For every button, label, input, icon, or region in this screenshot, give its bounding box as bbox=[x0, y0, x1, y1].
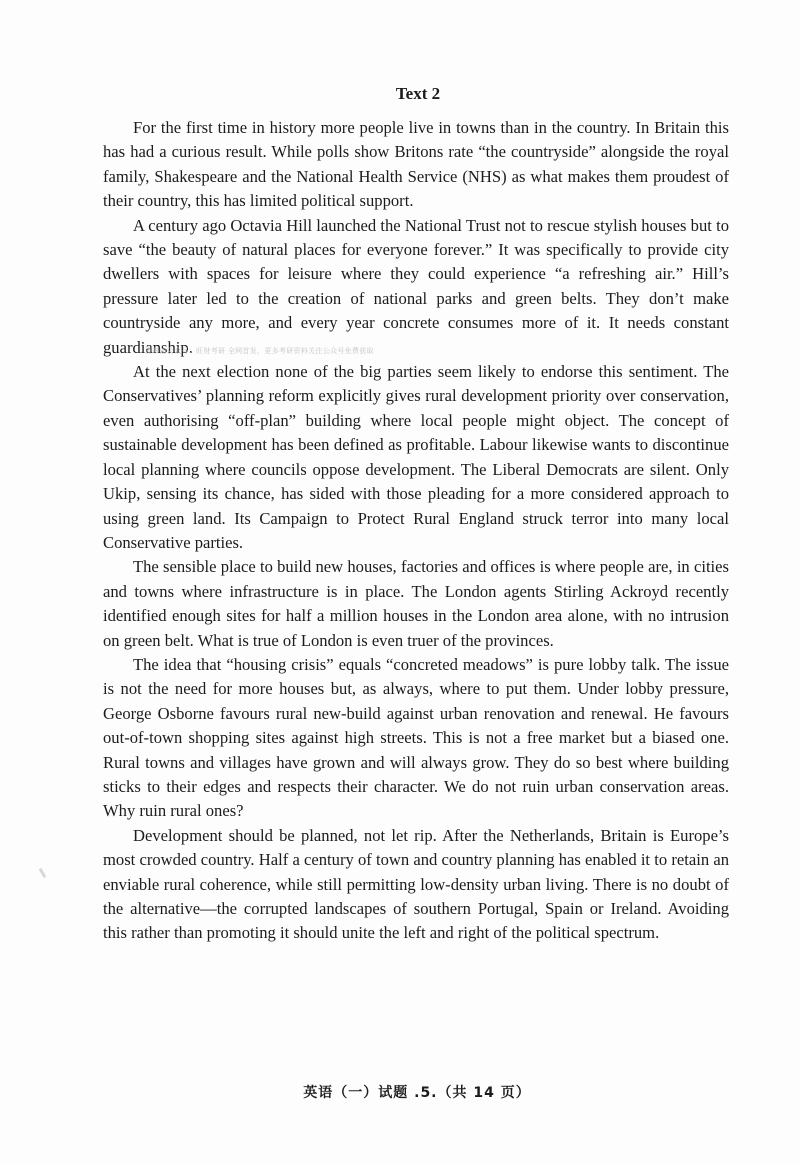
scan-speck bbox=[39, 868, 47, 878]
watermark-text: 资料由公众号：旺财考研 全网首发，更多考研资料关注公众号免费获取 bbox=[145, 347, 374, 355]
paragraph-3: At the next election none of the big parties seem likely to endorse this sentiment. The Conservatives’ planning reform explicitly gives rural development priority over conservation, even authorising “off-plan” building where local people might object. The concept of sustainable development has been defined as profitable. Labour likewise wants to discontinue local planning where councils oppose development. The Liberal Democrats are silent. Only Ukip, sensing its chance, has sided with those pleading for a more considered approach to using green land. Its Campaign to Protect Rural England struck terror into many local Conservative parties. bbox=[103, 362, 729, 552]
page-footer: 英语（一）试题 .5.（共 14 页） bbox=[303, 1085, 531, 1101]
passage-body bbox=[103, 116, 729, 946]
paragraph-2: A century ago Octavia Hill launched the National Trust not to rescue stylish houses but to save “the beauty of natural places for everyone forever.” It was specifically to provide city dwellers with spaces for leisure where they could experience “a refreshing air.” Hill’s pressure later led to the creation of national parks and green belts. They don’t make countryside any more, and every year concrete consumes more of it. It needs constant guardianship. bbox=[103, 215, 729, 357]
paragraph-1: For the first time in history more people live in towns than in the country. In Britain this has had a curious result. While polls show Britons rate “the countryside” alongside the royal family, Shakespeare and the National Health Service (NHS) as what makes them proudest of their country, this has limited political support. bbox=[103, 118, 729, 211]
text-title: Text 2 bbox=[395, 84, 441, 103]
paragraph-6: Development should be planned, not let rip. After the Netherlands, Britain is Europe’s most crowded country. Half a century of town and country planning has enabled it to retain an enviable rural coherence, while still permitting low-density urban living. There is no doubt of the alternative—the corrupted landscapes of southern Portugal, Spain or Ireland. Avoiding this rather than promoting it should unite the left and right of the political spectrum. bbox=[103, 825, 729, 943]
paragraph-5: The idea that “housing crisis” equals “concreted meadows” is pure lobby talk. The issue is not the need for more houses but, as always, where to put them. Under lobby pressure, George Osborne favours rural new-build against urban renovation and renewal. He favours out-of-town shopping sites against high streets. This is not a free market but a biased one. Rural towns and villages have grown and will always grow. They do so best where building sticks to their edges and respects their character. We do not ruin urban conservation areas. Why ruin rural ones? bbox=[103, 654, 729, 821]
paragraph-4: The sensible place to build new houses, factories and offices is where people are, in cities and towns where infrastructure is in place. The London agents Stirling Ackroyd recently identified enough sites for half a million houses in the London area alone, with no intrusion on green belt. What is true of London is even truer of the provinces. bbox=[103, 557, 729, 650]
